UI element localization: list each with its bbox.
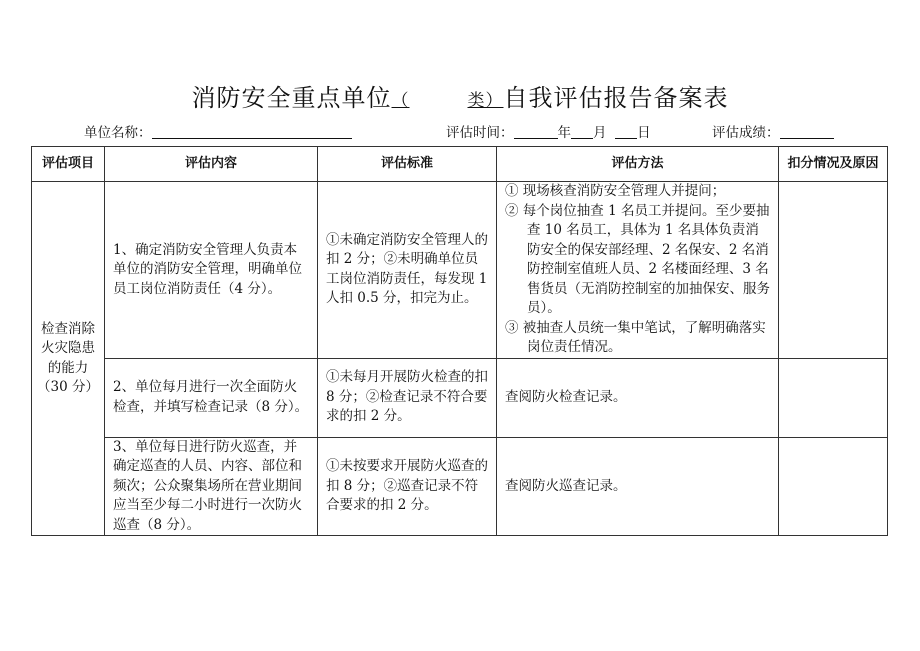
- header-content: 评估内容: [105, 147, 318, 182]
- method-item: ① 现场核查消防安全管理人并提问；: [505, 183, 726, 199]
- standard-cell: ①未每月开展防火检查的扣 8 分；②检查记录不符合要求的扣 2 分。: [318, 358, 497, 437]
- method-cell: 查阅防火检查记录。: [497, 358, 779, 437]
- month-label: 月: [593, 125, 607, 141]
- method-cell: [497, 182, 779, 359]
- deduction-cell[interactable]: [779, 358, 888, 437]
- standard-cell: ①未确定消防安全管理人的扣 2 分；②未明确单位员工岗位消防责任，每发现 1 人扣 0.5 分，扣完为止。: [318, 182, 497, 359]
- month-blank[interactable]: [571, 125, 593, 139]
- assessment-time-label: 评估时间：: [446, 125, 514, 141]
- title-main: 消防安全重点单位: [191, 84, 392, 112]
- unit-name-field: [84, 121, 352, 141]
- deduction-cell[interactable]: [779, 437, 888, 536]
- assessment-score-field: [712, 121, 834, 141]
- day-label: 日: [637, 125, 651, 141]
- header-deduction: 扣分情况及原因: [779, 147, 888, 182]
- header-method: 评估方法: [497, 147, 779, 182]
- header-item: 评估项目: [32, 147, 105, 182]
- day-blank[interactable]: [615, 125, 637, 139]
- header-standard: 评估标准: [318, 147, 497, 182]
- form-title: [0, 78, 920, 113]
- deduction-cell[interactable]: [779, 182, 888, 359]
- unit-name-blank[interactable]: [152, 125, 352, 139]
- table-row: [32, 437, 888, 536]
- content-cell: 3、单位每日进行防火巡查，并确定巡查的人员、内容、部位和频次；公众聚集场所在营业期间应当至少每二小时进行一次防火巡查（8 分）。: [105, 437, 318, 536]
- title-rest: 自我评估报告备案表: [503, 84, 729, 112]
- unit-name-label: 单位名称：: [84, 125, 152, 141]
- score-blank[interactable]: [780, 125, 834, 139]
- method-item: ② 每个岗位抽查 1 名员工并提问。至少要抽查 10 名员工，具体为 1 名具体负责消防安全的保安部经理、2 名保安、2 名消防控制室值班人员、2 名楼面经理、3 名售货员（无消防控制室的加抽保安、服务员）。: [505, 202, 770, 316]
- method-item: ③ 被抽查人员统一集中笔试，了解明确落实岗位责任情况。: [505, 319, 766, 355]
- title-category-blank: （ 类）: [391, 91, 504, 111]
- year-label: 年: [557, 125, 571, 141]
- year-blank[interactable]: [514, 125, 558, 139]
- method-cell: 查阅防火巡查记录。: [497, 437, 779, 536]
- assessment-time-field: [446, 121, 651, 141]
- table-header-row: [32, 147, 888, 182]
- table-row: [32, 358, 888, 437]
- standard-cell: ①未按要求开展防火巡查的扣 8 分；②巡查记录不符合要求的扣 2 分。: [318, 437, 497, 536]
- content-cell: 1、确定消防安全管理人负责本单位的消防安全管理，明确单位员工岗位消防责任（4 分）。: [105, 182, 318, 359]
- table-row: [32, 182, 888, 359]
- content-cell: 2、单位每月进行一次全面防火检查，并填写检查记录（8 分）。: [105, 358, 318, 437]
- category-cell: 检查消除 火灾隐患 的能力 （30 分）: [32, 182, 105, 536]
- assessment-table: [31, 146, 888, 536]
- assessment-score-label: 评估成绩：: [712, 125, 780, 141]
